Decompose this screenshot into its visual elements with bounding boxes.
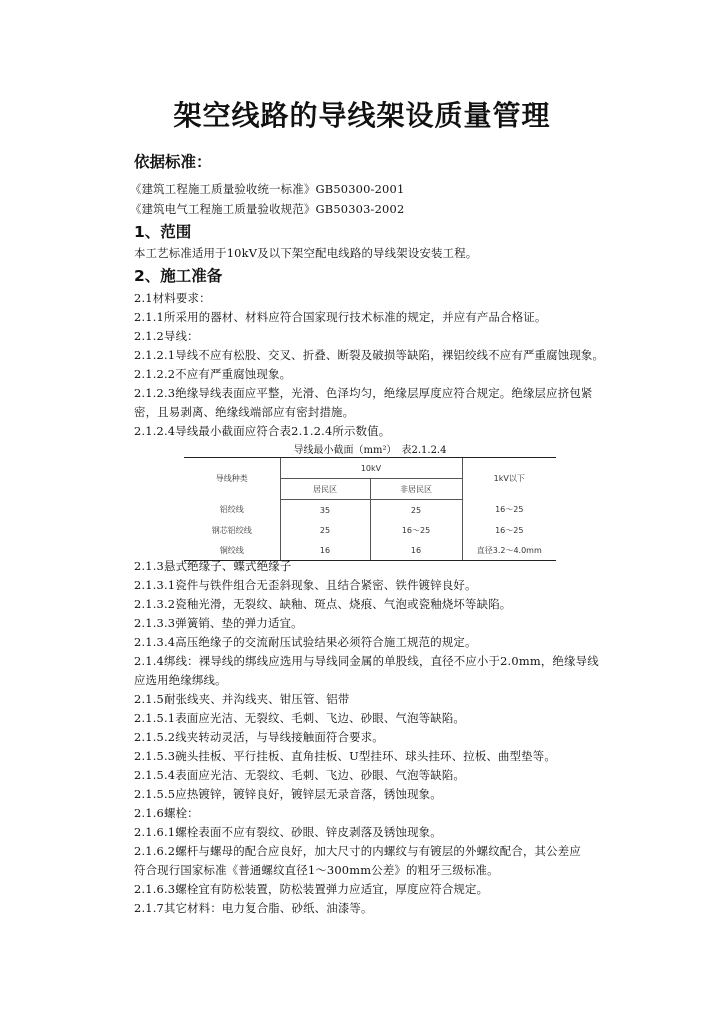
scope-heading: 1、范围 — [134, 223, 192, 241]
cell-kind: 铝绞线 — [219, 505, 244, 515]
prep-line: 2.1.5.5应热镀锌，镀锌良好，镀锌层无录音落，锈蚀现象。 — [134, 787, 442, 801]
prep-line: 2.1.3.3弹簧销、垫的弹力适宜。 — [134, 616, 303, 630]
table-row — [184, 500, 556, 521]
table-row — [184, 520, 556, 540]
basis-heading: 依据标准： — [134, 153, 212, 171]
prep-line: 2.1.3悬式绝缘子、蝶式绝缘子 — [134, 559, 292, 573]
prep-line: 2.1.6.3螺栓宜有防松装置，防松装置弹力应适宜，厚度应符合规定。 — [134, 882, 489, 896]
cell-1kv-below: 16～25 — [462, 500, 556, 521]
prep-line: 2.1.3.4高压绝缘子的交流耐压试验结果必须符合施工规范的规定。 — [134, 635, 477, 649]
header-non-residential: 非居民区 — [370, 479, 462, 500]
prep-line: 符合现行国家标准《普通螺纹直径1～300mm公差》的粗牙三级标准。 — [134, 863, 499, 877]
header-1kv-below: 1kV以下 — [462, 458, 556, 500]
prep-line: 2.1.2.4导线最小截面应符合表2.1.2.4所示数值。 — [134, 424, 391, 438]
prep-heading: 2、施工准备 — [134, 267, 223, 285]
cell-1kv-below: 直径3.2～4.0mm — [462, 540, 556, 561]
cell-non-residential: 16 — [370, 540, 462, 561]
prep-line: 2.1.5耐张线夹、并沟线夹、钳压管、铝带 — [134, 692, 350, 706]
cell-kind: 钢芯铝绞线 — [211, 525, 252, 535]
scope-text: 本工艺标准适用于10kV及以下架空配电线路的导线架设安装工程。 — [134, 246, 478, 260]
basis-standard-2: 《建筑电气工程施工质量验收规范》GB50303-2002 — [130, 202, 405, 216]
cell-residential: 25 — [280, 520, 370, 540]
header-10kv: 10kV — [280, 458, 462, 479]
prep-line: 2.1.2导线： — [134, 329, 199, 343]
prep-line: 2.1.2.3绝缘导线表面应平整，光滑、色泽均匀，绝缘层厚度应符合规定。绝缘层应挤包紧 — [134, 386, 593, 400]
cell-1kv-below: 16～25 — [462, 520, 556, 540]
prep-line: 2.1.3.2瓷釉光滑，无裂纹、缺釉、斑点、烧痕、气泡或瓷釉烧坏等缺陷。 — [134, 597, 512, 611]
table-caption: 导线最小截面（mm²） 表2.1.2.4 — [293, 445, 447, 456]
prep-line: 2.1.5.2线夹转动灵活，与导线接触面符合要求。 — [134, 730, 384, 744]
document-title: 架空线路的导线架设质量管理 — [173, 99, 551, 132]
prep-line: 2.1.5.4表面应光洁、无裂纹、毛刺、飞边、砂眼、气泡等缺陷。 — [134, 768, 466, 782]
conductor-section-table — [184, 457, 556, 561]
prep-line: 应选用绝缘绑线。 — [134, 673, 227, 687]
prep-line: 2.1.4绑线：裸导线的绑线应选用与导线同金属的单股线，直径不应小于2.0mm，绝缘导线 — [134, 654, 599, 668]
prep-line: 密，且易剥离、绝缘线端部应有密封措施。 — [134, 405, 355, 419]
prep-line: 2.1.1所采用的器材、材料应符合国家现行技术标准的规定，并应有产品合格证。 — [134, 310, 547, 324]
prep-line: 2.1.5.3碗头挂板、平行挂板、直角挂板、U型挂环、球头挂环、拉板、曲型垫等。 — [134, 749, 556, 763]
prep-line: 2.1材料要求： — [134, 291, 211, 305]
cell-residential: 16 — [280, 540, 370, 561]
prep-line: 2.1.2.2不应有严重腐蚀现象。 — [134, 367, 292, 381]
cell-non-residential: 25 — [370, 500, 462, 521]
prep-line: 2.1.7其它材料：电力复合脂、砂纸、油漆等。 — [134, 901, 373, 915]
cell-kind: 铜绞线 — [184, 540, 280, 561]
header-conductor-kind: 导线种类 — [184, 458, 280, 500]
prep-line: 2.1.6螺栓： — [134, 806, 199, 820]
header-residential: 居民区 — [280, 479, 370, 500]
prep-line: 2.1.2.1导线不应有松股、交叉、折叠、断裂及破损等缺陷，裸铝绞线不应有严重腐蚀现象。 — [134, 348, 605, 362]
prep-line: 2.1.6.1螺栓表面不应有裂纹、砂眼、锌皮剥落及锈蚀现象。 — [134, 825, 442, 839]
cell-non-residential: 16～25 — [370, 520, 462, 540]
prep-line: 2.1.5.1表面应光洁、无裂纹、毛刺、飞边、砂眼、气泡等缺陷。 — [134, 711, 466, 725]
prep-line: 2.1.6.2螺杆与螺母的配合应良好，加大尺寸的内螺纹与有镀层的外螺纹配合，其公差应 — [134, 844, 581, 858]
cell-residential: 35 — [280, 500, 370, 521]
basis-standard-1: 《建筑工程施工质量验收统一标准》GB50300-2001 — [130, 182, 405, 196]
prep-line: 2.1.3.1瓷件与铁件组合无歪斜现象、且结合紧密、铁件镀锌良好。 — [134, 578, 477, 592]
